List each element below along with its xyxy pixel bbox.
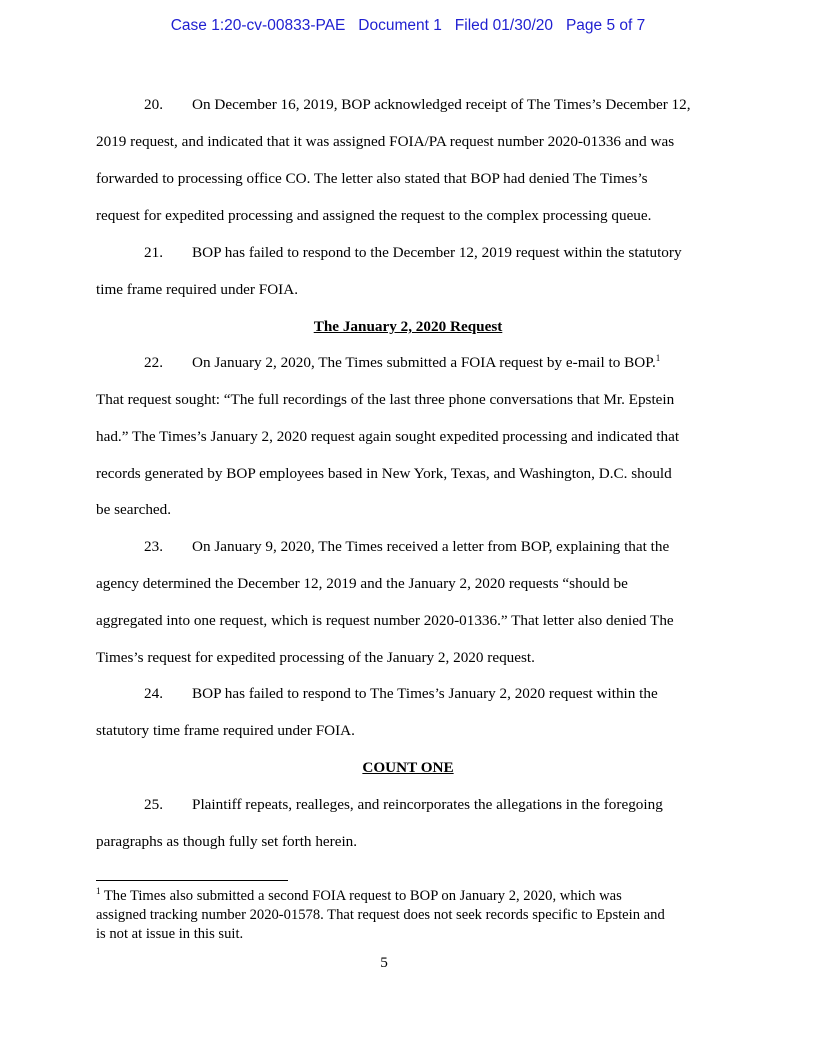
paragraph-25-line-1: Plaintiff repeats, realleges, and reincorporates the allegations in the foregoing xyxy=(192,796,663,813)
paragraph-23-line-4: Times’s request for expedited processing of the January 2, 2020 request. xyxy=(96,649,535,666)
paragraph-24-line-1: BOP has failed to respond to The Times’s January 2, 2020 request within the xyxy=(192,685,658,702)
document-number: Document 1 xyxy=(358,17,442,34)
paragraph-21-line-1: BOP has failed to respond to the December 12, 2019 request within the statutory xyxy=(192,244,682,261)
footnote-divider xyxy=(96,880,288,881)
section-heading-count-one: COUNT ONE xyxy=(362,759,454,776)
page-indicator: Page 5 of 7 xyxy=(565,17,646,34)
page-number: 5 xyxy=(380,954,388,971)
paragraph-22-line-2: That request sought: “The full recordings of the last three phone conversations that Mr. Epstein xyxy=(96,391,675,408)
filed-date: Filed 01/30/20 xyxy=(454,17,554,34)
footnote-line-1-text: The Times also submitted a second FOIA request to BOP on January 2, 2020, which was xyxy=(103,888,622,904)
footnote-marker: 1 xyxy=(96,886,101,897)
footnote-line-1 xyxy=(96,887,622,905)
paragraph-23-line-2: agency determined the December 12, 2019 and the January 2, 2020 requests “should be xyxy=(96,575,628,592)
paragraph-25-number: 25. xyxy=(144,796,163,813)
paragraph-25-line-2: paragraphs as though fully set forth herein. xyxy=(96,833,358,850)
paragraph-22-line-5: be searched. xyxy=(96,501,172,518)
paragraph-20-line-1: On December 16, 2019, BOP acknowledged receipt of The Times’s December 12, xyxy=(192,96,691,113)
paragraph-22-line-4: records generated by BOP employees based in New York, Texas, and Washington, D.C. should xyxy=(96,465,672,482)
section-heading-january-request: The January 2, 2020 Request xyxy=(313,318,503,335)
footnote-line-3: is not at issue in this suit. xyxy=(96,926,244,942)
paragraph-24-number: 24. xyxy=(144,685,163,702)
case-header xyxy=(0,17,816,35)
paragraph-20-line-3: forwarded to processing office CO. The letter also stated that BOP had denied The Times’s xyxy=(96,170,648,187)
paragraph-20-number: 20. xyxy=(144,96,163,113)
paragraph-23-line-3: aggregated into one request, which is request number 2020-01336.” That letter also denied The xyxy=(96,612,674,629)
footnote-reference[interactable]: 1 xyxy=(655,352,661,363)
case-number: Case 1:20-cv-00833-PAE xyxy=(170,17,346,34)
paragraph-22-line-1 xyxy=(192,353,660,373)
paragraph-22-line-3: had.” The Times’s January 2, 2020 request again sought expedited processing and indicated that xyxy=(96,428,680,445)
paragraph-21-line-2: time frame required under FOIA. xyxy=(96,281,299,298)
paragraph-22-line-1-text: On January 2, 2020, The Times submitted a FOIA request by e-mail to BOP. xyxy=(192,354,656,371)
paragraph-23-number: 23. xyxy=(144,538,163,555)
paragraph-20-line-2: 2019 request, and indicated that it was assigned FOIA/PA request number 2020-01336 and was xyxy=(96,133,675,150)
footnote-line-2: assigned tracking number 2020-01578. That request does not seek records specific to Epstein and xyxy=(96,907,665,923)
paragraph-23-line-1: On January 9, 2020, The Times received a letter from BOP, explaining that the xyxy=(192,538,670,555)
paragraph-22-number: 22. xyxy=(144,354,163,371)
paragraph-21-number: 21. xyxy=(144,244,163,261)
paragraph-24-line-2: statutory time frame required under FOIA. xyxy=(96,722,355,739)
paragraph-20-line-4: request for expedited processing and assigned the request to the complex processing queue. xyxy=(96,207,652,224)
